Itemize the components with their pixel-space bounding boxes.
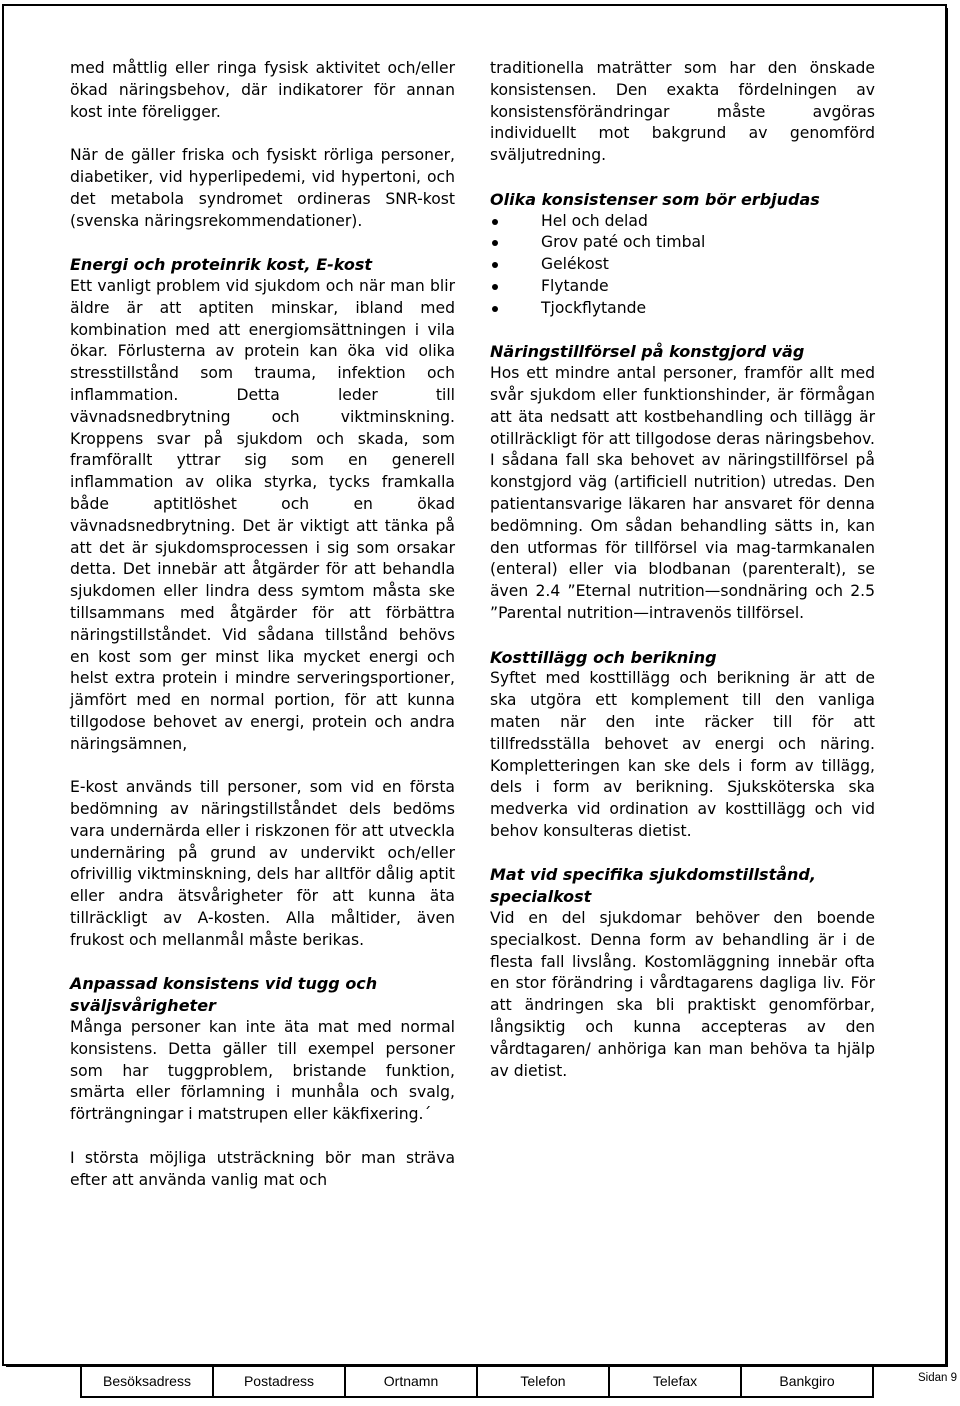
footer-header-telefon: Telefon	[477, 1365, 609, 1397]
list-item	[490, 211, 875, 233]
list-item	[490, 254, 875, 276]
frame-shadow-right	[945, 8, 948, 1366]
heading-konsistens: Anpassad konsistens vid tugg och sväljsvårigheter	[70, 974, 378, 1016]
bullet-icon	[492, 284, 498, 290]
paragraph: Vid en del sjukdomar behöver den boende specialkost. Denna form av behandling är i de flesta fall livslång. Kostomläggning innebär ofta en stor förändring i vårdtagarens dagliga liv. För att ändringen ska bli praktiskt genomförbar, långsiktig och kunna accepteras av den vårdtagaren/ anhöriga kan man behöva ta hjälp av dietist.	[490, 909, 875, 1080]
footer-header-besoksadress: Besöksadress	[81, 1365, 213, 1397]
footer-address-table	[80, 1364, 874, 1398]
paragraph: med måttlig eller ringa fysisk aktivitet och/eller ökad näringsbehov, där indikatorer för annan kost inte föreligger.	[70, 59, 455, 121]
paragraph: Ett vanligt problem vid sjukdom och när man blir äldre är att aptiten minskar, ibland med kombination med att energiomsättningen i vila ökar. Förlusterna av protein kan öka vid olika stresstillstånd som trauma, infektion och inflammation. Detta leder till vävnadsnedbrytning och viktminskning. Kroppens svar på sjukdom och skada, som framförallt yttrar sig som en generell inflammation av olika styrka, tycks framkalla både aptitlöshet och en ökad vävnadsnedbrytning. Det är viktigt att tänka på att det är sjukdomsprocessen i sig som orsakar detta. Det innebär att åtgärder för att behandla sjukdomen eller lindra dess symtom måsta ske tillsammans med åtgärder för att förbättra näringstillståndet. Vid sådana tillstånd behövs en kost som ger minst lika mycket energi och helst extra protein i mindre serveringsportioner, jämfört med en normal portion, för att kunna tillgodose behovet av energi, protein och andra näringsämnen,	[70, 276, 455, 753]
footer-header-postadress: Postadress	[213, 1365, 345, 1397]
list-item	[490, 298, 875, 320]
list-item	[490, 232, 875, 254]
bullet-icon	[492, 306, 498, 312]
paragraph: traditionella maträtter som har den önskade konsistensen. Den exakta fördelningen av konsistensförändringar måste avgöras individuellt mot bakgrund av genomförd sväljutredning.	[490, 59, 875, 165]
consistency-list	[490, 211, 875, 320]
bullet-icon	[492, 219, 498, 225]
heading-olika-konsistenser: Olika konsistenser som bör erbjudas	[490, 189, 820, 209]
bullet-icon	[492, 240, 498, 246]
heading-specialkost: Mat vid specifika sjukdomstillstånd, specialkost	[490, 865, 816, 907]
footer-header-bankgiro: Bankgiro	[741, 1365, 873, 1397]
list-item-label: Gelékost	[541, 255, 609, 274]
heading-naringstillforsel: Näringstillförsel på konstgjord väg	[490, 342, 805, 362]
left-column	[70, 58, 455, 1191]
paragraph: Syftet med kosttillägg och berikning är att de ska utgöra ett komplement till den vanliga maten när den inte räcker till för att tillfredsställa behovet av energi och näring. Kompletteringen kan ske dels i form av tillägg, dels i form av berikning. Sjuksköterska ska medverka vid ordination av kosttillägg och vid behov konsulteras dietist.	[490, 669, 875, 840]
paragraph: När de gäller friska och fysiskt rörliga personer, diabetiker, vid hyperlipedemi, vid hypertoni, och det metabola syndromet ordineras SNR-kost (svenska näringsrekommendationer).	[70, 146, 455, 230]
list-item-label: Tjockflytande	[541, 298, 647, 317]
paragraph: E-kost används till personer, som vid en första bedömning av näringstillståndet dels bedöms vara undernärda eller i riskzonen för att utveckla undernäring på grund av undervikt och/eller ofrivillig viktminskning, dels har alltför dålig aptit eller andra ätsvårigheter för att kunna äta tillräckligt av A-kosten. Alla måltider, även frukost och mellanmål måste berikas.	[70, 778, 455, 949]
list-item-label: Hel och delad	[541, 211, 648, 230]
paragraph: Hos ett mindre antal personer, framför allt med svår sjukdom eller funktionshinder, är förmågan att äta nedsatt att kostbehandling och tillägg är otillräckligt för att tillgodose deras näringsbehov. I sådana fall ska behovet av näringstillförsel på konstgjord väg (artificiell nutrition) utredas. Den patientansvarige läkaren har ansvaret för denna bedömning. Om sådan behandling sätts in, kan den utformas för tillförsel via mag-tarmkanalen (enteral) eller via blodbanan (parenteralt), se även 2.4 ”Eternal nutrition—sondnäring och 2.5 ”Parental nutrition—intravenös tillförsel.	[490, 364, 875, 622]
bullet-icon	[492, 262, 498, 268]
paragraph: Många personer kan inte äta mat med normal konsistens. Detta gäller till exempel personer som har tuggproblem, bristande funktion, smärta eller förlamning i munhåla och svalg, förträngningar i matstrupen eller käkfixering.´	[70, 1018, 455, 1124]
page-number: Sidan 9	[918, 1372, 958, 1384]
heading-kosttillagg: Kosttillägg och berikning	[490, 647, 717, 667]
list-item-label: Grov paté och timbal	[541, 233, 706, 252]
list-item	[490, 276, 875, 298]
right-column	[490, 58, 875, 1082]
footer-header-ortnamn: Ortnamn	[345, 1365, 477, 1397]
list-item-label: Flytande	[541, 276, 609, 295]
footer-header-telefax: Telefax	[609, 1365, 741, 1397]
paragraph: I största möjliga utsträckning bör man sträva efter att använda vanlig mat och	[70, 1148, 455, 1189]
heading-ekost: Energi och proteinrik kost, E-kost	[70, 255, 372, 275]
